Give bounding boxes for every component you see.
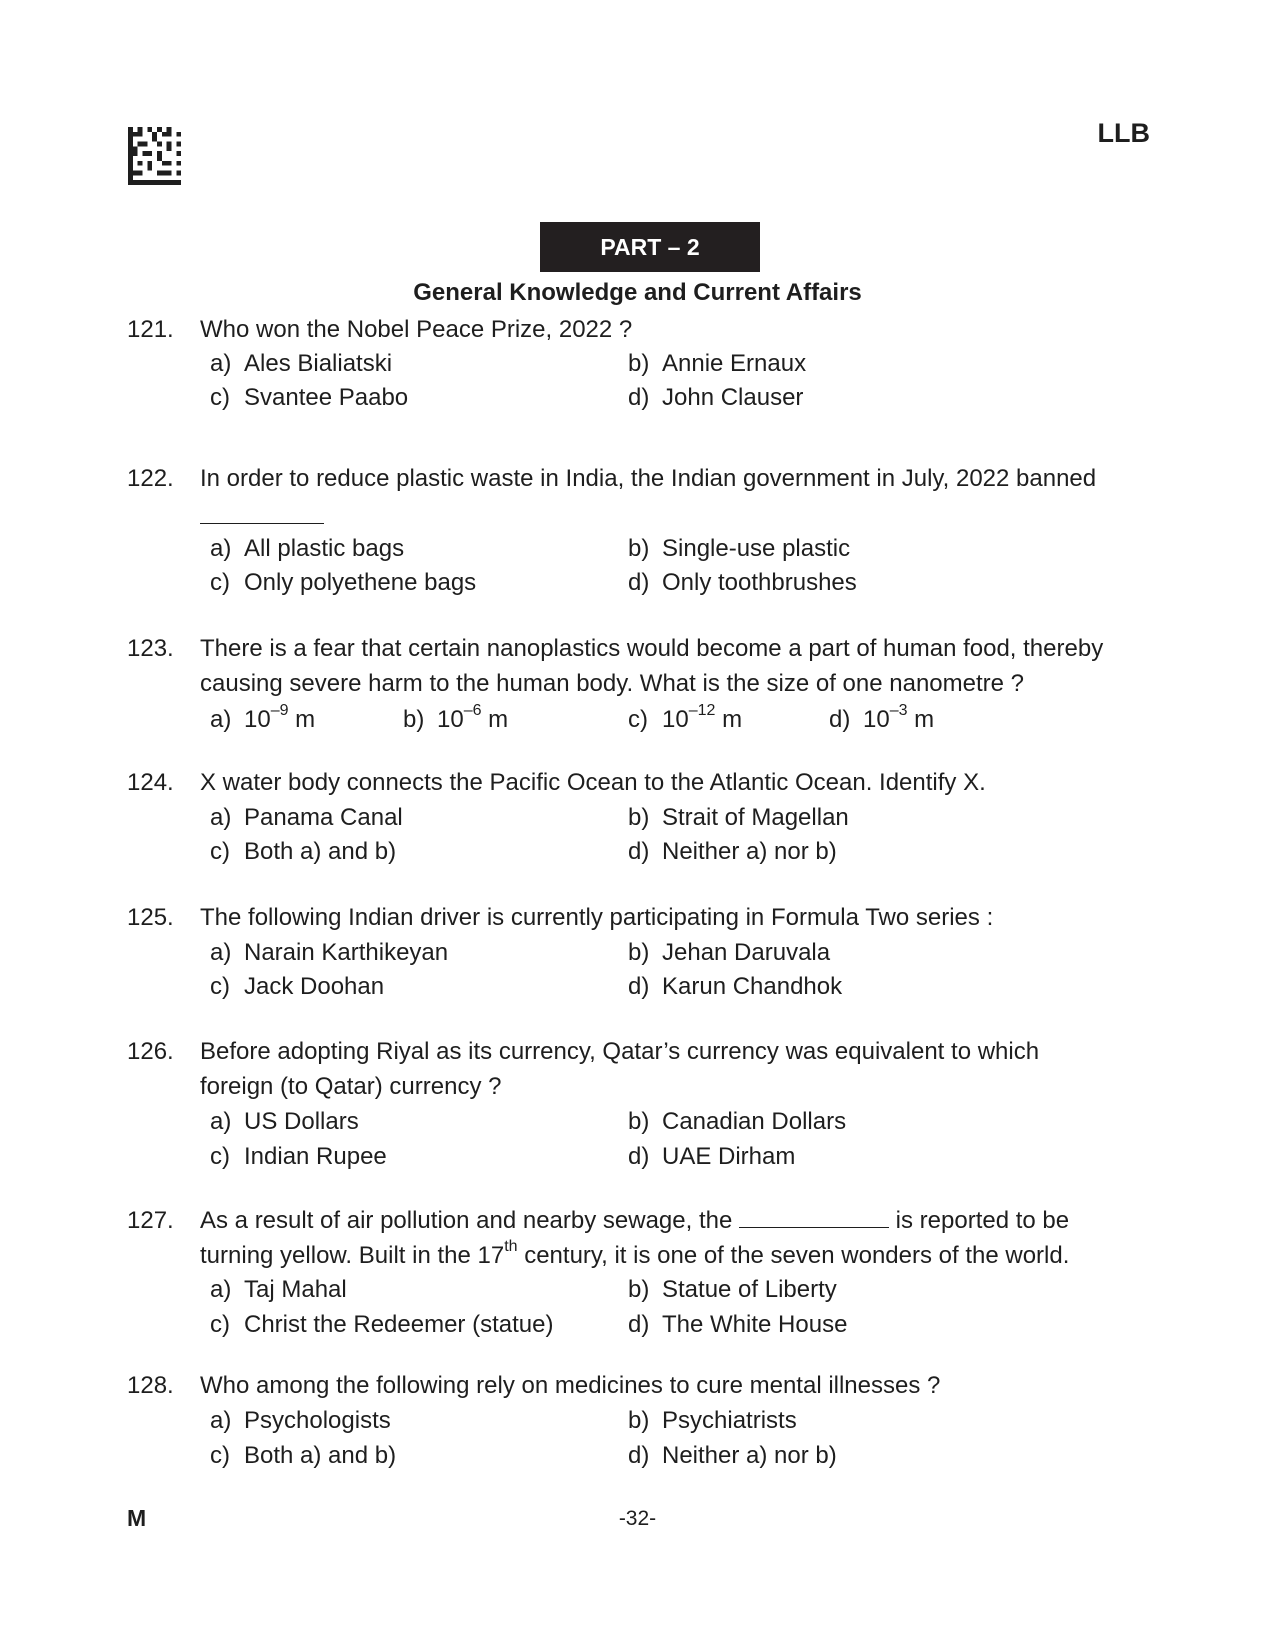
section-title: General Knowledge and Current Affairs [413, 279, 862, 306]
question-number: 124. [127, 769, 174, 796]
question-number: 123. [127, 635, 174, 662]
option-b[interactable]: b) Strait of Magellan [628, 804, 849, 831]
option-b[interactable]: b) Statue of Liberty [628, 1276, 837, 1303]
page-number: -32- [618, 1507, 657, 1530]
option-a[interactable]: a) $10^{-9}$ m [210, 702, 316, 733]
question-number: 125. [127, 904, 174, 931]
question-text: The following Indian driver is currently participating in Formula Two series : [200, 904, 994, 931]
option-a[interactable]: a) US Dollars [210, 1108, 359, 1135]
option-c[interactable]: c) $10^{-12}$ m [628, 702, 743, 733]
question-text: In order to reduce plastic waste in India, the Indian government in July, 2022 banned [200, 465, 1097, 492]
question-number: 127. [127, 1207, 174, 1234]
question-number: 122. [127, 465, 174, 492]
question-text-line-2: turning yellow. Built in the 17th century, it is one of the seven wonders of the world. [200, 1238, 1070, 1269]
option-c[interactable]: c) Both a) and b) [210, 1442, 397, 1469]
answer-blank [200, 523, 324, 524]
option-d[interactable]: d) UAE Dirham [628, 1143, 796, 1170]
question-text-line-1: As a result of air pollution and nearby sewage, the is reported to be [200, 1207, 1070, 1234]
question-text-line-2: foreign (to Qatar) currency ? [200, 1073, 502, 1100]
booklet-code: LLB [1097, 118, 1150, 148]
question-text-line-2: causing severe harm to the human body. What is the size of one nanometre ? [200, 670, 1025, 697]
option-b[interactable]: b) Canadian Dollars [628, 1108, 847, 1135]
option-c[interactable]: c) Jack Doohan [210, 973, 385, 1000]
option-d[interactable]: d) Neither a) nor b) [628, 838, 837, 865]
option-d[interactable]: d) John Clauser [628, 384, 804, 411]
option-a[interactable]: a) Narain Karthikeyan [210, 939, 449, 966]
question-text: X water body connects the Pacific Ocean to the Atlantic Ocean. Identify X. [200, 769, 986, 796]
part-banner: PART – 2 [540, 222, 760, 272]
question-text: Who won the Nobel Peace Prize, 2022 ? [200, 316, 633, 343]
option-a[interactable]: a) Panama Canal [210, 804, 403, 831]
option-b[interactable]: b) $10^{-6}$ m [403, 702, 509, 733]
question-text: Who among the following rely on medicines to cure mental illnesses ? [200, 1372, 941, 1399]
option-c[interactable]: c) Svantee Paabo [210, 384, 409, 411]
option-b[interactable]: b) Psychiatrists [628, 1407, 797, 1434]
question-number: 128. [127, 1372, 174, 1399]
question-text-line-1: Before adopting Riyal as its currency, Qatar’s currency was equivalent to which [200, 1038, 1040, 1065]
option-a[interactable]: a) Ales Bialiatski [210, 350, 393, 377]
option-a[interactable]: a) All plastic bags [210, 535, 405, 562]
option-d[interactable]: d) Only toothbrushes [628, 569, 857, 596]
option-d[interactable]: d) The White House [628, 1311, 848, 1338]
option-b[interactable]: b) Annie Ernaux [628, 350, 807, 377]
question-text-line-1: There is a fear that certain nanoplastics would become a part of human food, thereby [200, 635, 1104, 662]
option-c[interactable]: c) Christ the Redeemer (statue) [210, 1311, 554, 1338]
option-a[interactable]: a) Taj Mahal [210, 1276, 347, 1303]
option-c[interactable]: c) Both a) and b) [210, 838, 397, 865]
option-d[interactable]: d) $10^{-3}$ m [829, 702, 935, 733]
option-a[interactable]: a) Psychologists [210, 1407, 391, 1434]
option-d[interactable]: d) Karun Chandhok [628, 973, 843, 1000]
option-b[interactable]: b) Jehan Daruvala [628, 939, 831, 966]
option-c[interactable]: c) Indian Rupee [210, 1143, 387, 1170]
option-c[interactable]: c) Only polyethene bags [210, 569, 477, 596]
set-code: M [127, 1505, 147, 1531]
option-b[interactable]: b) Single-use plastic [628, 535, 851, 562]
datamatrix-code-icon [127, 127, 182, 185]
answer-blank [739, 1207, 889, 1228]
option-d[interactable]: d) Neither a) nor b) [628, 1442, 837, 1469]
question-number: 121. [127, 316, 174, 343]
question-number: 126. [127, 1038, 174, 1065]
